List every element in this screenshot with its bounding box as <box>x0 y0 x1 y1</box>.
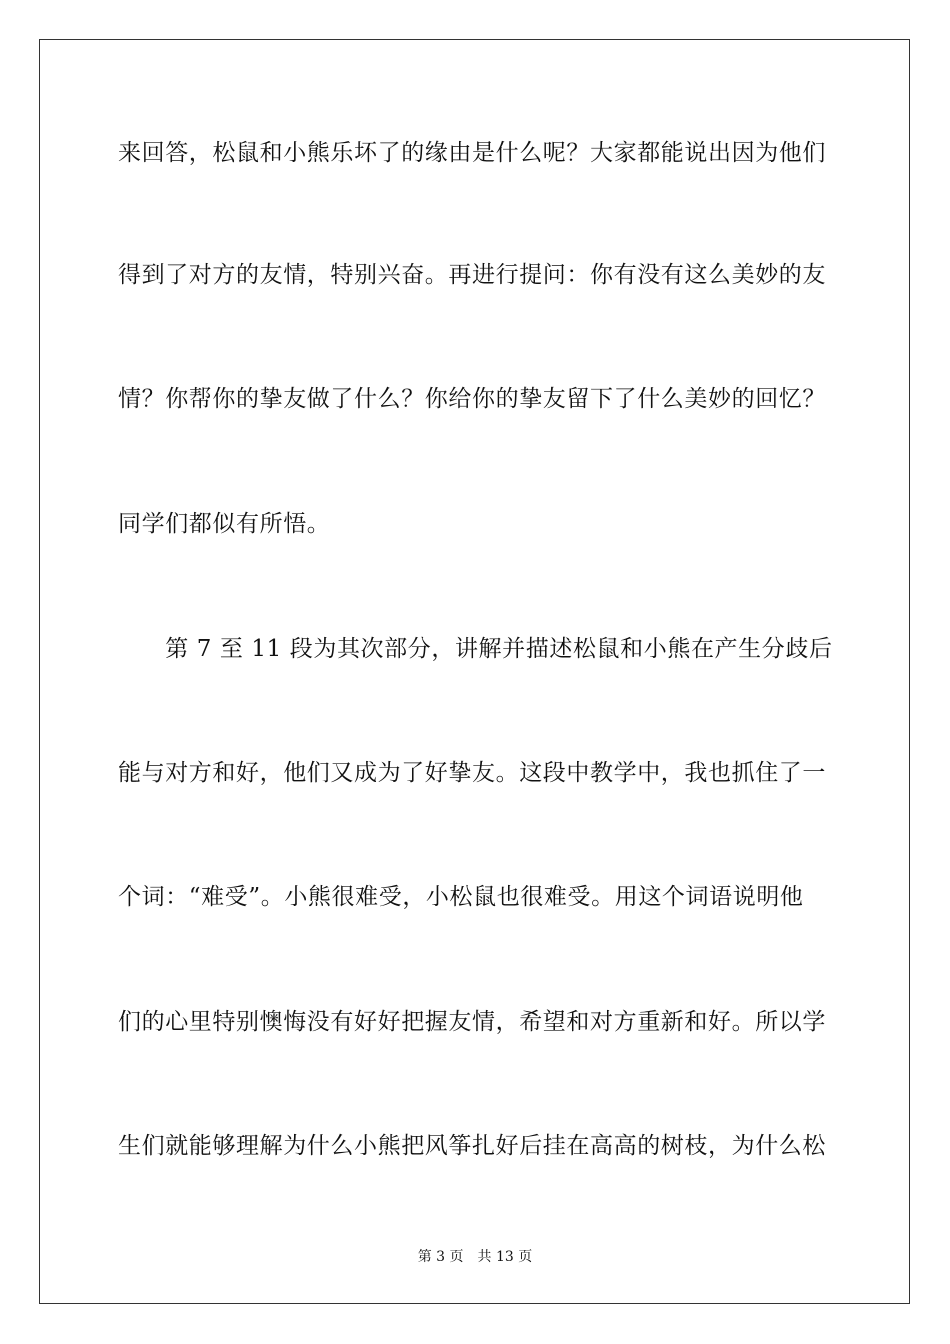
body-line-4: 同学们都似有所悟。 <box>118 511 331 537</box>
body-line-7: 个词：“难受”。小熊很难受，小松鼠也很难受。用这个词语说明他 <box>118 884 804 910</box>
body-line-6: 能与对方和好，他们又成为了好挚友。这段中教学中，我也抓住了一 <box>118 760 826 786</box>
body-line-2: 得到了对方的友情，特别兴奋。再进行提问：你有没有这么美妙的友 <box>118 262 826 288</box>
body-line-1: 来回答，松鼠和小熊乐坏了的缘由是什么呢？大家都能说出因为他们 <box>118 140 826 166</box>
body-line-5: 第 7 至 11 段为其次部分，讲解并描述松鼠和小熊在产生分歧后 <box>118 636 833 662</box>
body-line-9: 生们就能够理解为什么小熊把风筝扎好后挂在高高的树枝，为什么松 <box>118 1133 826 1159</box>
page-total: 共 13 页 <box>477 1249 533 1265</box>
body-line-3: 情？你帮你的挚友做了什么？你给你的挚友留下了什么美妙的回忆？ <box>118 386 826 412</box>
page-border <box>39 39 910 1304</box>
body-line-8: 们的心里特别懊悔没有好好把握友情，希望和对方重新和好。所以学 <box>118 1009 826 1035</box>
page-footer <box>0 1248 950 1266</box>
page-number: 第 3 页 <box>417 1249 464 1265</box>
